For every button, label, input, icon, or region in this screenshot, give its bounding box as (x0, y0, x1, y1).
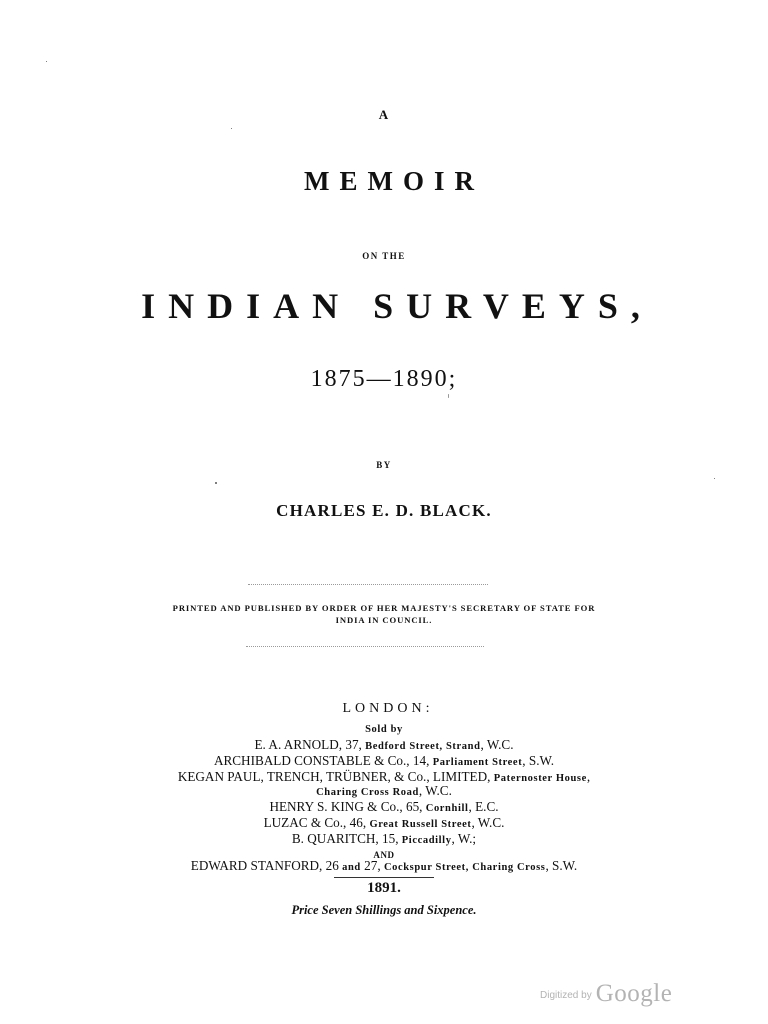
publisher-address: Cockspur Street, Charing Cross (383, 862, 546, 873)
publisher-name: LUZAC & Co., 46, (263, 815, 370, 830)
publisher-name: KEGAN PAUL, TRENCH, TRÜBNER, & Co., LIMITED, (177, 769, 494, 784)
publisher-address: Charing Cross Road (316, 787, 419, 798)
publisher-tail: , S.W. (522, 753, 555, 768)
publisher-tail: , W.C. (471, 815, 505, 830)
publisher-address: Parliament Street (432, 757, 523, 768)
publisher-tail: , (586, 769, 591, 784)
publisher-name: HENRY S. KING & Co., 65, (269, 799, 426, 814)
title-article: A (378, 107, 390, 122)
dotted-divider-bottom (246, 646, 484, 647)
scan-speck (448, 394, 449, 398)
publication-year: 1891. (367, 880, 401, 896)
publisher-tail: , W.C. (418, 783, 452, 798)
rule-divider (334, 877, 434, 878)
author-name: CHARLES E. D. BLACK. (276, 501, 492, 520)
publisher-tail: , W.C. (480, 737, 514, 752)
title-main: MEMOIR (304, 166, 484, 196)
price-line: Price Seven Shillings and Sixpence. (291, 903, 477, 917)
dotted-divider-top (248, 584, 488, 585)
publisher-tail: , W.; (451, 831, 477, 846)
publisher-name: ARCHIBALD CONSTABLE & Co., 14, (213, 753, 433, 768)
sold-by-label: Sold by (365, 724, 403, 735)
publisher-city: LONDON: (342, 701, 434, 716)
scan-speck (215, 482, 217, 484)
google-logo: Google (595, 980, 673, 1007)
publisher-name-continued: 27, (360, 858, 384, 873)
publisher-name: EDWARD STANFORD, 26 (190, 858, 343, 873)
title-connector: ON THE (362, 251, 406, 261)
scan-speck (231, 128, 232, 129)
scan-speck (46, 61, 47, 62)
publisher-and: AND (373, 850, 395, 860)
publisher-address: Bedford Street, Strand (365, 741, 481, 752)
publisher-name: B. QUARITCH, 15, (291, 831, 402, 846)
publisher-address: Cornhill (425, 803, 469, 814)
publisher-line-last (0, 858, 768, 876)
imprint-line-2: INDIA IN COUNCIL. (335, 615, 433, 625)
publisher-tail: , E.C. (468, 799, 499, 814)
title-years: 1875—1890; (310, 366, 458, 392)
imprint-line-1: PRINTED AND PUBLISHED BY ORDER OF HER MAJESTY'S SECRETARY OF STATE FOR (172, 603, 596, 613)
watermark-prefix: Digitized by (540, 990, 592, 1001)
publisher-name: E. A. ARNOLD, 37, (254, 737, 366, 752)
title-subject: INDIAN SURVEYS, (141, 286, 653, 326)
publisher-address: Great Russell Street (369, 819, 472, 830)
byline-label: BY (376, 460, 392, 470)
publisher-tail: , S.W. (545, 858, 578, 873)
digitized-by-google-watermark (540, 980, 740, 1008)
publisher-address: Piccadilly (401, 835, 452, 846)
publisher-conjunction: and (342, 862, 361, 873)
publisher-address: Paternoster House (493, 773, 587, 784)
scan-speck (714, 478, 715, 479)
